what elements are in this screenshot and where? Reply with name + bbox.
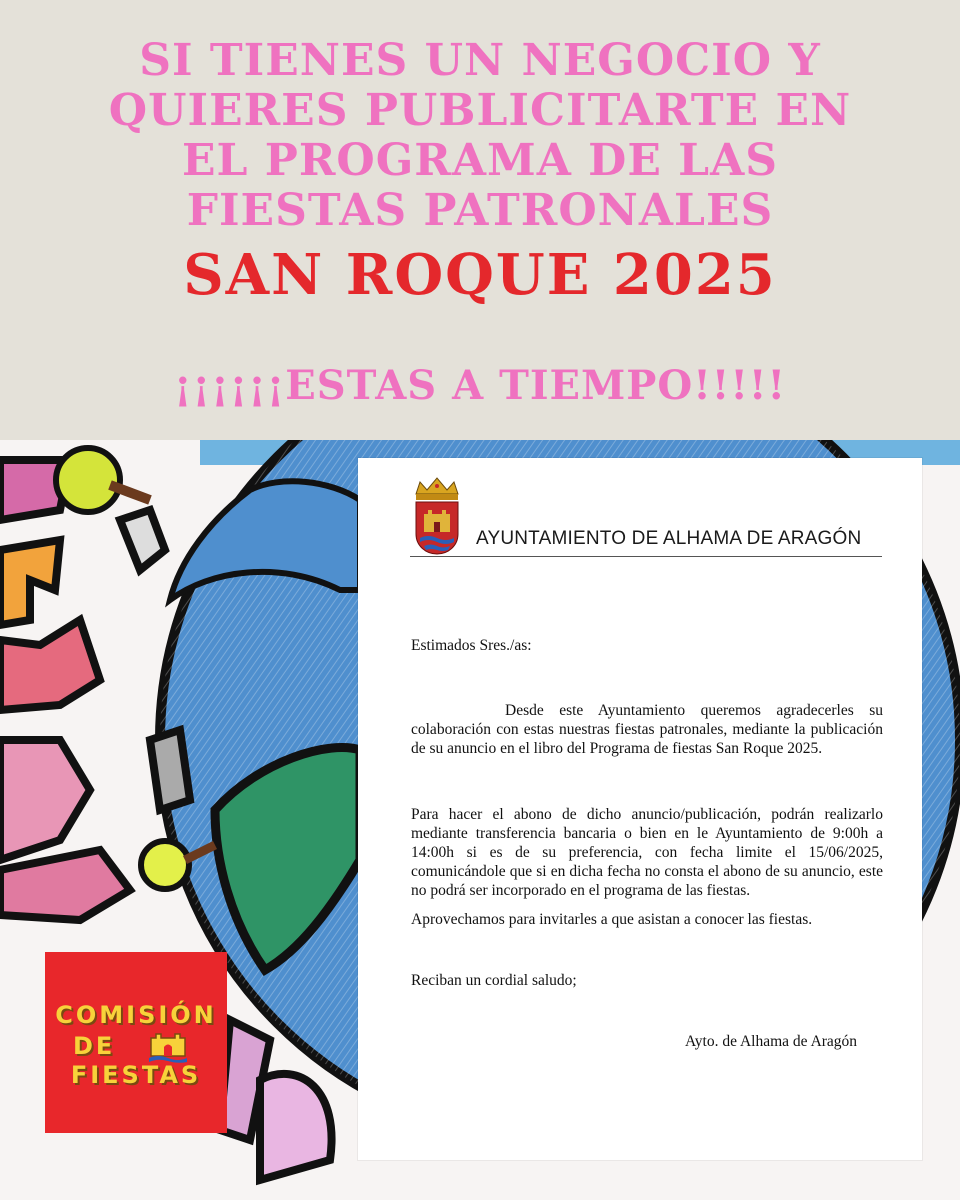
letter-greeting: Estimados Sres./as:: [411, 637, 532, 654]
badge-line: FIESTAS: [70, 1061, 202, 1089]
letter-body: [411, 636, 883, 1051]
headline-line: EL PROGRAMA DE LAS: [181, 135, 779, 186]
top-banner: [0, 0, 960, 440]
comision-fiestas-logo: [45, 952, 227, 1133]
headline-line: QUIERES PUBLICITARTE EN: [108, 85, 852, 136]
letter-paragraph: Para hacer el abono de dicho anuncio/publicación, podrán realizarlo mediante transferencia bancaria o bien en le Ayuntamiento de 9:00h a 14:00h si es de su preferencia, con fecha limite el 15/06/2025, comunicándole que si en dicha fecha no consta el abono de su anuncio, este no podrá ser incorporado en el programa de las fiestas.: [411, 806, 883, 899]
letterhead-divider: [410, 556, 882, 557]
letter-closing: Reciban un cordial saludo;: [411, 972, 577, 989]
headline: [0, 36, 960, 236]
castle-emblem-icon: [147, 1028, 189, 1064]
badge-line: DE: [73, 1032, 116, 1060]
letter-document: [358, 458, 922, 1160]
headline-line: FIESTAS PATRONALES: [186, 185, 774, 236]
letterhead-title: AYUNTAMIENTO DE ALHAMA DE ARAGÓN: [476, 528, 862, 549]
coat-of-arms-icon: [410, 476, 464, 556]
letter-signature: Ayto. de Alhama de Aragón: [685, 1033, 858, 1050]
badge-line: COMISIÓN: [55, 1001, 217, 1029]
letter-paragraph: Desde este Ayuntamiento queremos agradecerles su colaboración con estas nuestras fiestas patronales, mediante la publicación de su anuncio en el libro del Programa de fiestas San Roque 2025.: [411, 702, 883, 757]
headline-line: SI TIENES UN NEGOCIO Y: [139, 35, 821, 86]
event-title: SAN ROQUE 2025: [183, 242, 777, 308]
letter-paragraph: Aprovechamos para invitarles a que asistan a conocer las fiestas.: [411, 911, 813, 928]
tagline: ¡¡¡¡¡¡ESTAS A TIEMPO!!!!!: [173, 362, 787, 409]
